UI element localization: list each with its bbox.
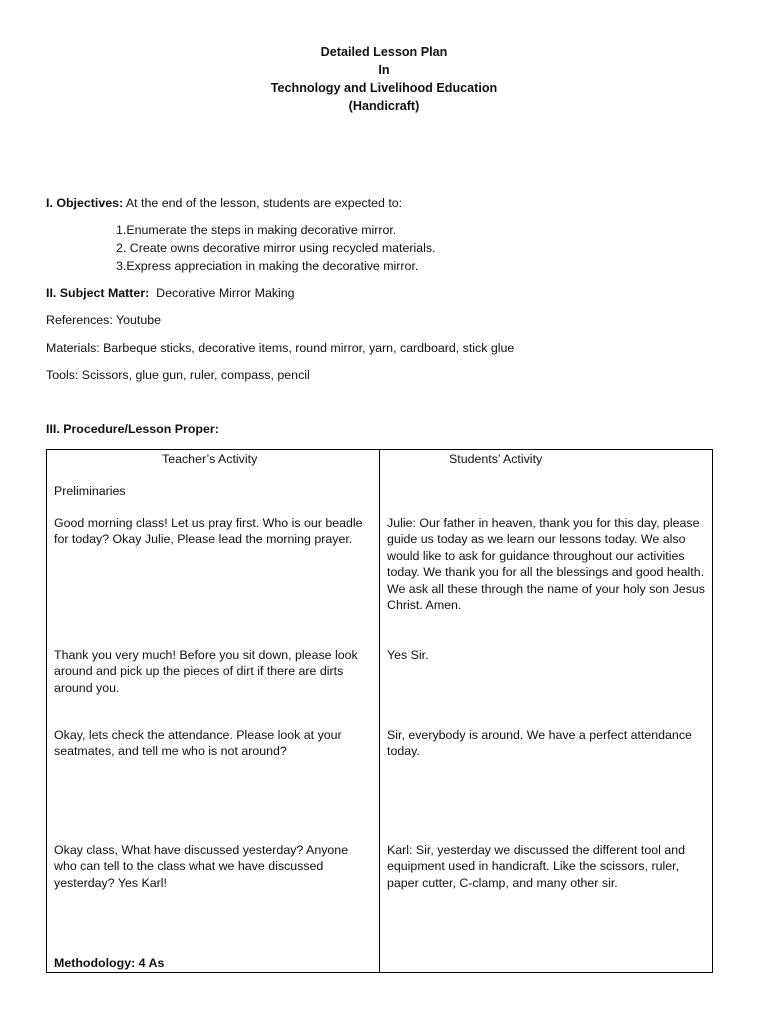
student-paragraph-1: Julie: Our father in heaven, thank you for this day, please guide us today as we learn our lessons today. We also would like to ask for guidance throughout our activities today. We thank you for all the blessings and good health. We ask all these through the name of your holy son Jesus Christ. Amen. — [387, 516, 705, 613]
teacher-activity-header: Teacher’s Activity — [162, 452, 258, 466]
teacher-activity-column — [47, 450, 380, 973]
objective-item-2: 2. Create owns decorative mirror using recycled materials. — [116, 241, 436, 255]
title-line-2: In — [378, 63, 390, 77]
students-activity-column — [380, 450, 713, 973]
teacher-paragraph-1: Good morning class! Let us pray first. Who is our beadle for today? Okay Julie, Please lead the morning prayer. — [54, 516, 363, 547]
student-paragraph-4: Karl: Sir, yesterday we discussed the different tool and equipment used in handicraft. Like the scissors, ruler, paper cutter, C-clamp, and many other sir. — [387, 843, 685, 890]
student-paragraph-3: Sir, everybody is around. We have a perfect attendance today. — [387, 728, 692, 759]
procedure-table — [46, 449, 713, 973]
methodology-label: Methodology: 4 As — [54, 956, 165, 970]
title-line-1: Detailed Lesson Plan — [320, 45, 448, 59]
procedure-label: III. Procedure/Lesson Proper: — [46, 422, 219, 436]
title-line-3: Technology and Livelihood Education — [270, 81, 498, 95]
teacher-paragraph-4: Okay class, What have discussed yesterday? Anyone who can tell to the class what we have discussed yesterday? Yes Karl! — [54, 843, 349, 890]
students-activity-header: Students’ Activity — [449, 452, 543, 466]
objectives-intro: At the end of the lesson, students are expected to: — [123, 196, 403, 210]
teacher-paragraph-2: Thank you very much! Before you sit down, please look around and pick up the pieces of dirt if there are dirts around you. — [54, 648, 358, 695]
subject-matter-line — [46, 285, 295, 301]
objective-item-1: 1.Enumerate the steps in making decorative mirror. — [116, 223, 397, 237]
preliminaries-label: Preliminaries — [54, 484, 126, 498]
objectives-label: I. Objectives: — [46, 196, 124, 210]
objective-item-3: 3.Express appreciation in making the decorative mirror. — [116, 259, 419, 273]
student-paragraph-2: Yes Sir. — [387, 648, 429, 662]
subject-matter-value: Decorative Mirror Making — [149, 286, 295, 300]
references-line: References: Youtube — [46, 313, 162, 327]
teacher-paragraph-3: Okay, lets check the attendance. Please look at your seatmates, and tell me who is not around? — [54, 728, 342, 759]
document-title — [0, 43, 768, 115]
tools-line: Tools: Scissors, glue gun, ruler, compass, pencil — [46, 368, 310, 382]
objectives-line — [46, 195, 402, 211]
subject-matter-label: II. Subject Matter: — [46, 286, 150, 300]
materials-line: Materials: Barbeque sticks, decorative items, round mirror, yarn, cardboard, stick glue — [46, 341, 515, 355]
title-line-4: (Handicraft) — [348, 99, 420, 113]
